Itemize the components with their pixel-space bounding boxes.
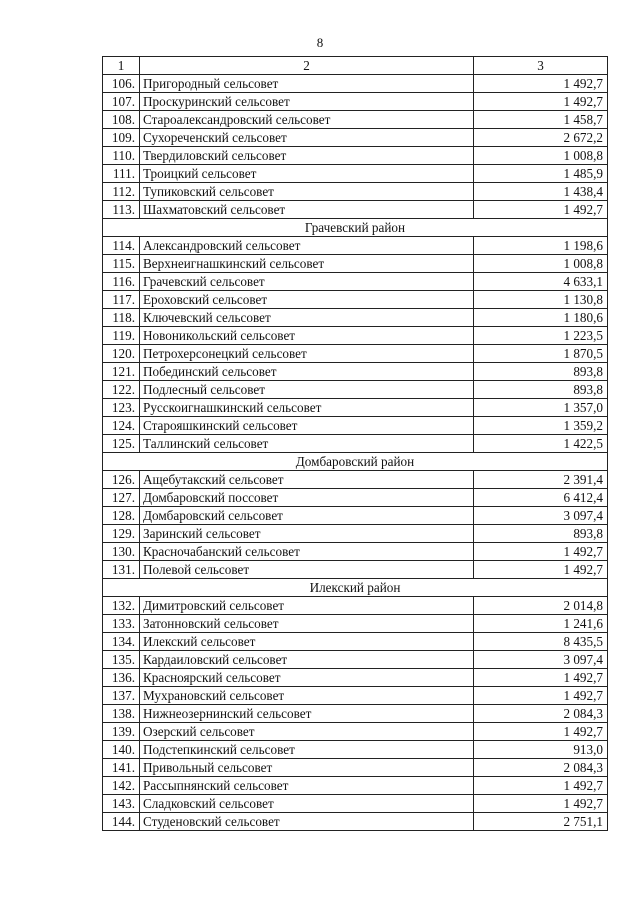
settlement-name: Ащебутакский сельсовет (140, 471, 474, 489)
settlement-name: Побединский сельсовет (140, 363, 474, 381)
row-number: 111. (103, 165, 140, 183)
row-value: 1 492,7 (474, 201, 608, 219)
row-value: 1 130,8 (474, 291, 608, 309)
settlement-name: Твердиловский сельсовет (140, 147, 474, 165)
row-value: 4 633,1 (474, 273, 608, 291)
header-cell-name: 2 (140, 57, 474, 75)
settlement-name: Затонновский сельсовет (140, 615, 474, 633)
table-body (103, 57, 608, 831)
row-number: 113. (103, 201, 140, 219)
row-value: 893,8 (474, 525, 608, 543)
row-value: 2 751,1 (474, 813, 608, 831)
table-row (103, 777, 608, 795)
settlement-name: Студеновский сельсовет (140, 813, 474, 831)
row-number: 133. (103, 615, 140, 633)
table-row (103, 759, 608, 777)
district-header-row (103, 453, 608, 471)
row-value: 893,8 (474, 381, 608, 399)
row-value: 1 198,6 (474, 237, 608, 255)
row-number: 131. (103, 561, 140, 579)
district-name: Грачевский район (103, 219, 608, 237)
row-value: 1 492,7 (474, 543, 608, 561)
settlement-name: Грачевский сельсовет (140, 273, 474, 291)
settlement-name: Илекский сельсовет (140, 633, 474, 651)
settlement-name: Заринский сельсовет (140, 525, 474, 543)
header-cell-number: 1 (103, 57, 140, 75)
table-row (103, 201, 608, 219)
settlement-name: Димитровский сельсовет (140, 597, 474, 615)
row-value: 6 412,4 (474, 489, 608, 507)
row-number: 120. (103, 345, 140, 363)
settlement-name: Красночабанский сельсовет (140, 543, 474, 561)
row-value: 1 438,4 (474, 183, 608, 201)
settlement-name: Кардаиловский сельсовет (140, 651, 474, 669)
settlement-name: Домбаровский сельсовет (140, 507, 474, 525)
row-number: 125. (103, 435, 140, 453)
table-row (103, 525, 608, 543)
row-value: 2 014,8 (474, 597, 608, 615)
row-number: 108. (103, 111, 140, 129)
row-number: 142. (103, 777, 140, 795)
settlement-name: Сухореченский сельсовет (140, 129, 474, 147)
row-number: 106. (103, 75, 140, 93)
settlement-name: Озерский сельсовет (140, 723, 474, 741)
settlement-name: Тупиковский сельсовет (140, 183, 474, 201)
table-row (103, 651, 608, 669)
settlement-name: Старояшкинский сельсовет (140, 417, 474, 435)
row-value: 1 180,6 (474, 309, 608, 327)
row-number: 117. (103, 291, 140, 309)
row-number: 126. (103, 471, 140, 489)
table-row (103, 813, 608, 831)
table-row (103, 291, 608, 309)
row-value: 2 084,3 (474, 705, 608, 723)
row-number: 139. (103, 723, 140, 741)
settlement-name: Домбаровский поссовет (140, 489, 474, 507)
row-value: 913,0 (474, 741, 608, 759)
row-number: 135. (103, 651, 140, 669)
settlement-name: Сладковский сельсовет (140, 795, 474, 813)
row-value: 1 223,5 (474, 327, 608, 345)
settlement-name: Мухрановский сельсовет (140, 687, 474, 705)
table-row (103, 489, 608, 507)
row-number: 143. (103, 795, 140, 813)
row-value: 1 359,2 (474, 417, 608, 435)
table-row (103, 417, 608, 435)
row-value: 1 008,8 (474, 255, 608, 273)
table-row (103, 561, 608, 579)
row-number: 127. (103, 489, 140, 507)
settlement-name: Ероховский сельсовет (140, 291, 474, 309)
row-value: 1 492,7 (474, 75, 608, 93)
table-row (103, 597, 608, 615)
row-number: 115. (103, 255, 140, 273)
table-row (103, 183, 608, 201)
table-row (103, 507, 608, 525)
table-row (103, 687, 608, 705)
row-value: 3 097,4 (474, 507, 608, 525)
row-number: 122. (103, 381, 140, 399)
table-row (103, 795, 608, 813)
settlement-name: Ключевский сельсовет (140, 309, 474, 327)
table-row (103, 255, 608, 273)
row-value: 2 084,3 (474, 759, 608, 777)
district-header-row (103, 579, 608, 597)
row-number: 118. (103, 309, 140, 327)
row-value: 8 435,5 (474, 633, 608, 651)
row-value: 2 672,2 (474, 129, 608, 147)
row-value: 893,8 (474, 363, 608, 381)
row-value: 1 492,7 (474, 777, 608, 795)
table-row (103, 435, 608, 453)
table-row (103, 93, 608, 111)
settlement-name: Русскоигнашкинский сельсовет (140, 399, 474, 417)
row-number: 121. (103, 363, 140, 381)
row-value: 3 097,4 (474, 651, 608, 669)
table-row (103, 399, 608, 417)
row-value: 1 492,7 (474, 687, 608, 705)
settlement-name: Красноярский сельсовет (140, 669, 474, 687)
settlement-name: Рассыпнянский сельсовет (140, 777, 474, 795)
settlement-name: Троицкий сельсовет (140, 165, 474, 183)
row-number: 138. (103, 705, 140, 723)
row-number: 137. (103, 687, 140, 705)
table-header-row (103, 57, 608, 75)
settlement-name: Таллинский сельсовет (140, 435, 474, 453)
settlement-name: Новоникольский сельсовет (140, 327, 474, 345)
settlement-name: Александровский сельсовет (140, 237, 474, 255)
settlement-name: Петрохерсонецкий сельсовет (140, 345, 474, 363)
row-number: 128. (103, 507, 140, 525)
row-number: 129. (103, 525, 140, 543)
row-value: 2 391,4 (474, 471, 608, 489)
row-number: 112. (103, 183, 140, 201)
row-number: 130. (103, 543, 140, 561)
row-number: 107. (103, 93, 140, 111)
row-number: 114. (103, 237, 140, 255)
table-row (103, 723, 608, 741)
row-number: 124. (103, 417, 140, 435)
district-name: Домбаровский район (103, 453, 608, 471)
table-row (103, 309, 608, 327)
table-row (103, 147, 608, 165)
settlement-name: Нижнеозернинский сельсовет (140, 705, 474, 723)
settlement-name: Подлесный сельсовет (140, 381, 474, 399)
row-value: 1 241,6 (474, 615, 608, 633)
settlement-name: Полевой сельсовет (140, 561, 474, 579)
row-number: 144. (103, 813, 140, 831)
row-value: 1 422,5 (474, 435, 608, 453)
table-row (103, 273, 608, 291)
row-value: 1 492,7 (474, 795, 608, 813)
table-row (103, 165, 608, 183)
table-row (103, 633, 608, 651)
row-number: 110. (103, 147, 140, 165)
row-value: 1 492,7 (474, 93, 608, 111)
table-row (103, 471, 608, 489)
row-number: 109. (103, 129, 140, 147)
row-number: 116. (103, 273, 140, 291)
district-header-row (103, 219, 608, 237)
row-value: 1 485,9 (474, 165, 608, 183)
settlement-name: Верхнеигнашкинский сельсовет (140, 255, 474, 273)
table-row (103, 543, 608, 561)
row-number: 134. (103, 633, 140, 651)
table-row (103, 129, 608, 147)
table-row (103, 705, 608, 723)
allocation-table (102, 56, 608, 831)
table-row (103, 237, 608, 255)
row-value: 1 870,5 (474, 345, 608, 363)
page-number: 8 (316, 35, 324, 50)
settlement-name: Шахматовский сельсовет (140, 201, 474, 219)
settlement-name: Привольный сельсовет (140, 759, 474, 777)
row-value: 1 492,7 (474, 669, 608, 687)
header-cell-value: 3 (474, 57, 608, 75)
settlement-name: Староалександровский сельсовет (140, 111, 474, 129)
row-number: 141. (103, 759, 140, 777)
table-row (103, 345, 608, 363)
table-row (103, 669, 608, 687)
row-number: 136. (103, 669, 140, 687)
table-row (103, 363, 608, 381)
table-row (103, 381, 608, 399)
row-number: 119. (103, 327, 140, 345)
settlement-name: Пригородный сельсовет (140, 75, 474, 93)
table-row (103, 615, 608, 633)
table-row (103, 741, 608, 759)
district-name: Илекский район (103, 579, 608, 597)
row-number: 123. (103, 399, 140, 417)
row-value: 1 492,7 (474, 561, 608, 579)
row-value: 1 357,0 (474, 399, 608, 417)
table-row (103, 75, 608, 93)
row-value: 1 492,7 (474, 723, 608, 741)
row-value: 1 458,7 (474, 111, 608, 129)
row-value: 1 008,8 (474, 147, 608, 165)
row-number: 140. (103, 741, 140, 759)
row-number: 132. (103, 597, 140, 615)
table-row (103, 111, 608, 129)
settlement-name: Проскуринский сельсовет (140, 93, 474, 111)
table-row (103, 327, 608, 345)
settlement-name: Подстепкинский сельсовет (140, 741, 474, 759)
